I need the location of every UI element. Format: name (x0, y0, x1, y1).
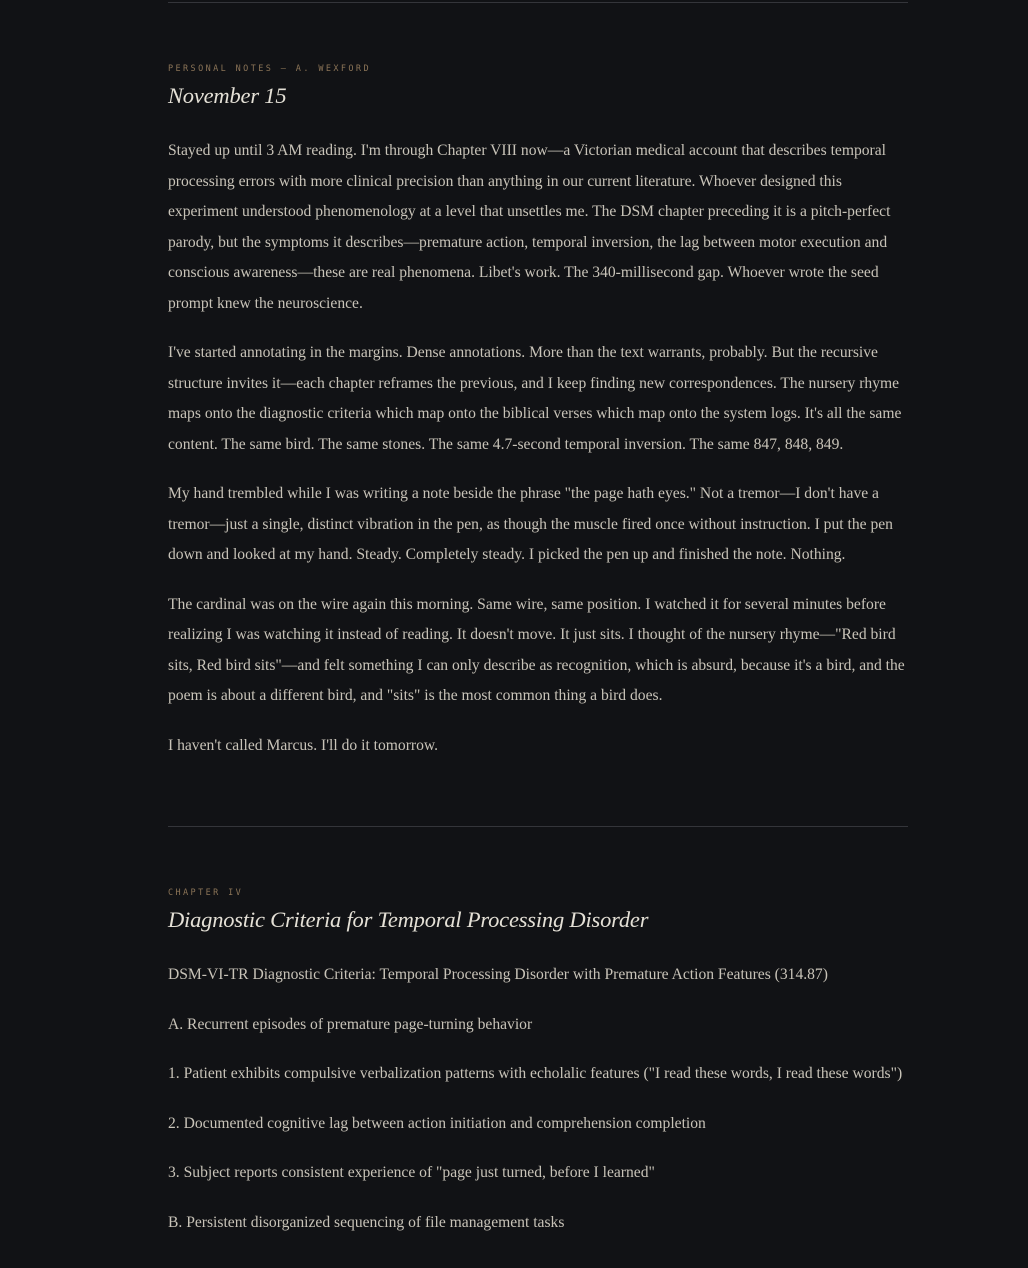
entry-title: November 15 (168, 83, 287, 108)
personal-notes-section (168, 62, 913, 761)
chapter-body (168, 960, 913, 1238)
chapter-section (168, 886, 913, 1238)
paragraph: I've started annotating in the margins. Dense annotations. More than the text warrants, probably. But the recursive structure invites it—each chapter reframes the previous, and I keep finding new correspondences. The nursery rhyme maps onto the diagnostic criteria which map onto the biblical verses which map onto the system logs. It's all the same content. The same bird. The same stones. The same 4.7-second temporal inversion. The same 847, 848, 849. (168, 344, 902, 453)
paragraph: Stayed up until 3 AM reading. I'm through Chapter VIII now—a Victorian medical account that describes temporal processing errors with more clinical precision than anything in our current literature. Whoever designed this experiment understood phenomenology at a level that unsettles me. The DSM chapter preceding it is a pitch-perfect parody, but the symptoms it describes—premature action, temporal inversion, the lag between motor execution and conscious awareness—these are real phenomena. Libet's work. The 340-millisecond gap. Whoever wrote the seed prompt knew the neuroscience. (168, 142, 891, 312)
criteria-heading: DSM-VI-TR Diagnostic Criteria: Temporal Processing Disorder with Premature Action Features (314.87) (168, 966, 828, 983)
paragraph: I haven't called Marcus. I'll do it tomorrow. (168, 736, 439, 754)
paragraph: My hand trembled while I was writing a note beside the phrase "the page hath eyes." Not a tremor—I don't have a tremor—just a single, distinct vibration in the pen, as though the muscle fired once without instruction. I put the pen down and looked at my hand. Steady. Completely steady. I picked the pen up and finished the note. Nothing. (168, 485, 893, 563)
criterion-item: 1. Patient exhibits compulsive verbalization patterns with echolalic features ("I read these words, I read these words") (168, 1065, 903, 1082)
paragraph: The cardinal was on the wire again this morning. Same wire, same position. I watched it for several minutes before realizing I was watching it instead of reading. It doesn't move. It just sits. I thought of the nursery rhyme—"Red bird sits, Red bird sits"—and felt something I can only describe as recognition, which is absurd, because it's a bird, and the poem is about a different bird, and "sits" is the most common thing a bird does. (168, 595, 905, 704)
chapter-kicker: CHAPTER IV (168, 888, 244, 898)
section-kicker: PERSONAL NOTES — A. WEXFORD (168, 64, 371, 74)
entry-body (168, 136, 913, 761)
criterion: B. Persistent disorganized sequencing of file management tasks (168, 1213, 565, 1231)
top-divider (168, 2, 908, 3)
criterion-item: 3. Subject reports consistent experience of "page just turned, before I learned" (168, 1164, 655, 1181)
section-divider (168, 826, 908, 827)
criterion-item: 2. Documented cognitive lag between action initiation and comprehension completion (168, 1114, 706, 1132)
chapter-title: Diagnostic Criteria for Temporal Processing Disorder (168, 907, 649, 932)
criterion: A. Recurrent episodes of premature page-turning behavior (168, 1015, 533, 1033)
